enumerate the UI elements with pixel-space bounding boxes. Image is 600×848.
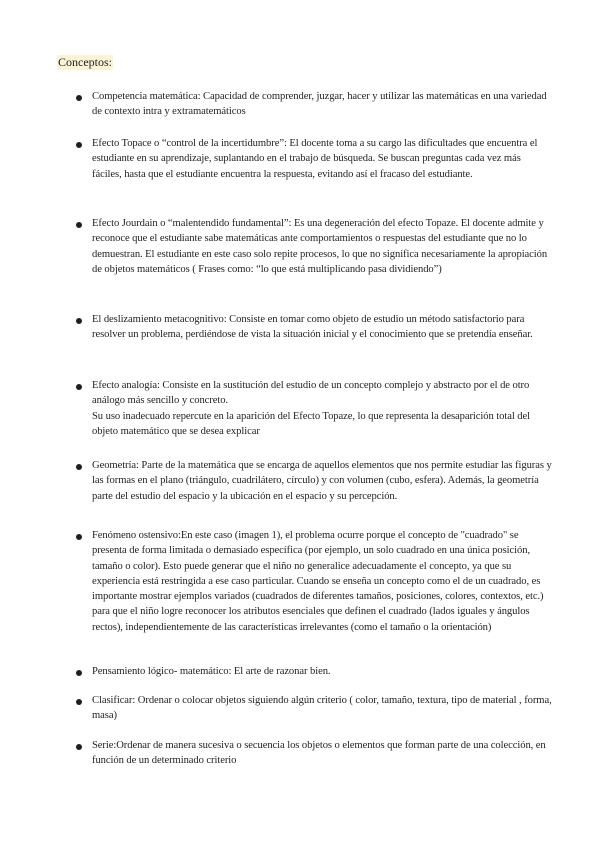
item-text-continuation: Su uso inadecuado repercute en la aparición del Efecto Topaze, lo que representa la desaparición total del objeto matemático que se desea explicar xyxy=(92,410,530,437)
bullet-icon xyxy=(76,384,82,390)
item-text: Efecto Topace o “control de la incertidumbre”: El docente toma a su cargo las dificultades que encuentra el estudiante en su aprendizaje, suplantando en el trabajo de búsqueda. Se buscan preguntas cada vez más fáciles, hasta que el estudiante encuentra la respuesta, evitando así el fracaso del estudiante. xyxy=(92,138,538,180)
item-text: Fenómeno ostensivo:En este caso (imagen 1), el problema ocurre porque el concepto de "cuadrado" se presenta de forma limitada o demasiado específica (por ejemplo, un solo cuadrado en una única posición, tamaño o color). Esto puede generar que el niño no generalice adecuadamente el concepto, ya que su experiencia está restringida a ese caso particular. Cuando se enseña un concepto como el de un cuadrado, es importante mostrar ejemplos variados (cuadrados de diferentes tamaños, posiciones, colores, contextos, etc.) para que el niño logre reconocer los atributos esenciales que definen el cuadrado (lados iguales y ángulos rectos), independientemente de las características irrelevantes (como el tamaño o la orientación) xyxy=(92,530,544,633)
list-item-geometria xyxy=(92,458,552,504)
item-text: Efecto analogía: Consiste en la sustitución del estudio de un concepto complejo y abstracto por el de otro análogo más sencillo y concreto. xyxy=(92,380,530,407)
list-item-pensamiento xyxy=(92,664,552,679)
item-text: Competencia matemática: Capacidad de comprender, juzgar, hacer y utilizar las matemáticas en una variedad de contexto intra y extramatemáticos xyxy=(92,91,547,118)
list-item-jourdain xyxy=(92,216,552,277)
bullet-icon xyxy=(76,699,82,705)
bullet-icon xyxy=(76,670,82,676)
list-item-competencia xyxy=(92,89,552,120)
item-text: Pensamiento lógico- matemático: El arte de razonar bien. xyxy=(92,666,331,677)
list-item-clasificar xyxy=(92,693,552,724)
list-item-topaze xyxy=(92,136,552,182)
bullet-icon xyxy=(76,222,82,228)
item-text: Efecto Jourdain o “malentendido fundamental”: Es una degeneración del efecto Topaze. El docente admite y reconoce que el estudiante sabe matemáticas ante comportamientos o respuestas del estudiante que no lo demuestran. El estudiante en este caso solo repite procesos, lo que no significa necesariamente la apropiación de objetos matemáticos ( Frases como: “lo que está multiplicando pasa dividiendo”) xyxy=(92,218,548,275)
item-text: Geometría: Parte de la matemática que se encarga de aquellos elementos que nos permite estudiar las figuras y las formas en el plano (triángulo, cuadrilátero, círculo) y con volumen (cubo, esfera). Además, la geometría parte del estudio del espacio y la ubicación en el espacio y su percepción. xyxy=(92,460,552,502)
list-item-analogia xyxy=(92,378,552,439)
item-text: Serie:Ordenar de manera sucesiva o secuencia los objetos o elementos que forman parte de una colección, en función de un determinado criterio xyxy=(92,740,546,767)
bullet-icon xyxy=(76,744,82,750)
item-text: Clasificar: Ordenar o colocar objetos siguiendo algún criterio ( color, tamaño, textura, tipo de material , forma, masa) xyxy=(92,695,552,722)
bullet-icon xyxy=(76,95,82,101)
list-item-deslizamiento xyxy=(92,312,552,343)
bullet-icon xyxy=(76,318,82,324)
bullet-icon xyxy=(76,534,82,540)
bullet-icon xyxy=(76,142,82,148)
list-item-fenomeno-ostensivo xyxy=(92,528,552,635)
section-heading: Conceptos: xyxy=(58,55,112,69)
list-item-serie xyxy=(92,738,552,769)
item-text: El deslizamiento metacognitivo: Consiste en tomar como objeto de estudio un método satisfactorio para resolver un problema, perdiéndose de vista la situación inicial y el conocimiento que se pretendía enseñar. xyxy=(92,314,533,341)
bullet-icon xyxy=(76,464,82,470)
